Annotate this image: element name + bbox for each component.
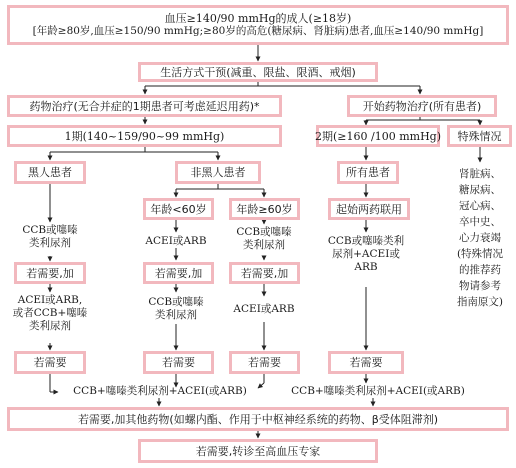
black-need-add-label: 若需要,加 <box>26 266 74 280</box>
age-under-60-box <box>143 198 214 220</box>
under60-second-drug-line1: CCB或噻嗪 <box>148 296 204 308</box>
other-drugs-label: 若需要,加其他药物(如螺内酯、作用于中枢神经系统的药物、β受体阻滞剂) <box>77 412 439 426</box>
all-first-drug-line1: CCB或噻嗪类利 <box>327 235 405 247</box>
special-item-6: (特殊情况 <box>456 248 504 260</box>
all-patients-label: 所有患者 <box>346 166 390 179</box>
all-first-drug-line2: 尿剂+ACEI或 <box>332 248 400 260</box>
special-item-2: 糖尿病、 <box>459 184 501 196</box>
black-need-box <box>14 351 86 374</box>
over60-need-add-box <box>229 262 300 284</box>
nonblack-patients-box <box>175 161 261 184</box>
stage1-box <box>7 125 282 147</box>
age-under-60-label: 年龄<60岁 <box>150 202 207 216</box>
black-first-drug-line2: 类利尿剂 <box>29 237 71 249</box>
two-drug-start-label: 起始两药联用 <box>336 202 402 216</box>
under60-need-label: 若需要 <box>162 356 195 369</box>
special-item-3: 冠心病、 <box>459 200 501 212</box>
all-need-label: 若需要 <box>349 356 383 369</box>
age-60-plus-box <box>229 198 300 220</box>
lifestyle-intervention-label: 生活方式干预(减重、限盐、限酒、戒烟) <box>160 65 356 79</box>
combo-right <box>278 385 478 398</box>
stage2-box <box>316 125 440 147</box>
black-second-drug <box>6 294 94 333</box>
all-first-drug <box>318 235 414 274</box>
two-drug-start-box <box>328 198 410 220</box>
special-cases-label: 特殊情况 <box>457 129 502 143</box>
special-cases-box <box>447 125 512 147</box>
all-need-box <box>328 351 404 374</box>
initial-criteria-line2: [年龄≥80岁,血压≥150/90 mmHg;≥80岁的高危(糖尿病、肾脏病)患者,血压≥140/90 mmHg] <box>32 25 484 37</box>
black-first-drug-line1: CCB或噻嗪 <box>22 224 78 236</box>
under60-need-add-box <box>143 262 214 284</box>
combo-left-label: CCB+噻嗪类利尿剂+ACEI(或ARB) <box>73 385 247 397</box>
lifestyle-intervention-box <box>138 62 378 82</box>
black-patients-box <box>14 161 86 184</box>
referral-label: 若需要,转诊至高血压专家 <box>195 444 321 458</box>
over60-first-drug <box>224 226 304 252</box>
under60-need-add-label: 若需要,加 <box>154 266 203 280</box>
under60-second-drug-line2: 类利尿剂 <box>155 309 197 321</box>
over60-need-label: 若需要 <box>248 356 281 369</box>
age-60-plus-label: 年龄≥60岁 <box>236 202 293 216</box>
black-need-label: 若需要 <box>33 356 67 369</box>
under60-first-drug-line1: ACEI或ARB <box>145 235 207 247</box>
start-drug-treatment-box <box>347 95 497 117</box>
special-item-8: 物请参考 <box>459 280 501 292</box>
referral-box <box>138 439 378 463</box>
drug-treatment-box <box>7 95 282 117</box>
special-item-5: 心力衰竭 <box>459 232 501 244</box>
initial-criteria-line1: 血压≥140/90 mmHg的成人(≥18岁) <box>164 12 352 25</box>
black-first-drug <box>10 224 90 250</box>
black-second-drug-line1: ACEI或ARB, <box>17 294 83 306</box>
under60-need-box <box>143 351 214 374</box>
initial-criteria-box <box>7 5 509 45</box>
under60-first-drug <box>136 235 216 248</box>
over60-need-box <box>229 351 300 374</box>
start-drug-treatment-label: 开始药物治疗(所有患者) <box>362 99 482 113</box>
black-need-add-box <box>14 262 86 284</box>
combo-left <box>60 385 260 398</box>
stage1-label: 1期(140~159/90~99 mmHg) <box>64 129 225 143</box>
other-drugs-box <box>7 407 509 431</box>
over60-first-drug-line2: 类利尿剂 <box>243 239 285 251</box>
black-second-drug-line3: 类利尿剂 <box>29 320 71 332</box>
special-item-4: 卒中史、 <box>459 216 501 228</box>
black-patients-label: 黑人患者 <box>28 166 72 179</box>
special-item-7: 的推荐药 <box>459 264 501 276</box>
over60-first-drug-line1: CCB或噻嗪 <box>236 226 292 238</box>
under60-second-drug <box>136 296 216 322</box>
black-second-drug-line2: 或者CCB+噻嗪 <box>12 307 88 319</box>
over60-second-drug-line1: ACEI或ARB <box>233 303 295 315</box>
over60-second-drug <box>224 303 304 316</box>
stage2-label: 2期(≥160 /100 mmHg) <box>315 129 441 143</box>
drug-treatment-label: 药物治疗(无合并症的1期患者可考虑延迟用药)* <box>29 99 260 113</box>
special-item-9: 指南原文) <box>456 296 504 308</box>
over60-need-add-label: 若需要,加 <box>240 266 289 280</box>
special-item-1: 肾脏病、 <box>459 168 501 180</box>
all-first-drug-line3: ARB <box>354 261 378 273</box>
special-cases-list <box>448 166 512 310</box>
all-patients-box <box>337 161 399 184</box>
combo-right-label: CCB+噻嗪类利尿剂+ACEI(或ARB) <box>291 385 465 397</box>
nonblack-patients-label: 非黑人患者 <box>190 166 246 179</box>
